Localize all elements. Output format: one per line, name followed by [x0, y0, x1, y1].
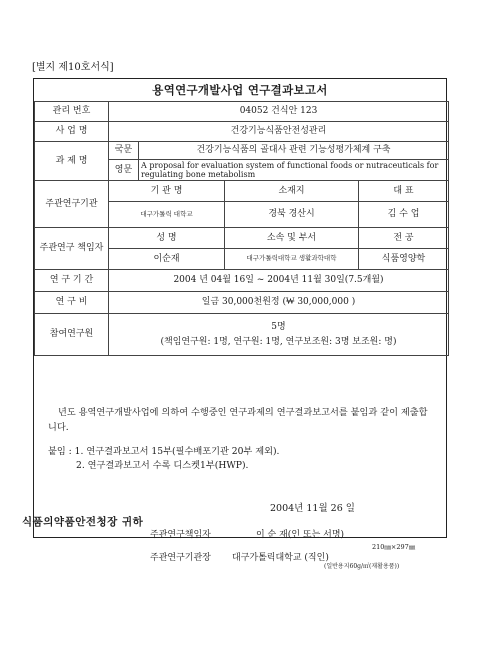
task-en-value: A proposal for evaluation system of functional foods or nutraceuticals for regulating bone metabolism — [139, 160, 449, 181]
head-signature-label: 주관연구기관장 — [150, 553, 211, 563]
attachment-2: 2. 연구결과보고서 수록 디스켓1부(HWP). — [76, 460, 249, 471]
row-project — [35, 122, 449, 142]
org-name: 대구가톨릭 대학교 — [109, 202, 225, 228]
project-label: 사 업 명 — [35, 122, 109, 142]
row-org-head — [35, 181, 449, 202]
pi-major: 식품영양학 — [359, 249, 449, 270]
cost-value: 일금 30,000천원정 (₩ 30,000,000 ) — [109, 292, 449, 314]
info-table — [34, 101, 449, 356]
cost-label: 연 구 비 — [35, 292, 109, 314]
org-head-rep: 대 표 — [359, 181, 449, 202]
task-label: 과 제 명 — [35, 142, 109, 181]
members-label: 참여연구원 — [35, 314, 109, 356]
pi-dept: 대구가톨릭대학교 생활과학대학 — [225, 249, 359, 270]
org-head-addr: 소재지 — [225, 181, 359, 202]
task-kr-value: 건강기능식품의 골대사 관련 기능성평가체계 구축 — [139, 142, 449, 160]
pi-head-dept: 소속 및 부서 — [225, 228, 359, 249]
pi-head-name: 성 명 — [109, 228, 225, 249]
pi-signature-label: 주관연구책임자 — [150, 530, 211, 540]
paper-note: (일반용지60g/㎡(재활용품)) — [324, 563, 400, 570]
row-mgmt-no — [35, 102, 449, 122]
form-title: 용역연구개발사업 연구결과보고서 — [34, 79, 446, 102]
head-signature-value: 대구가톨릭대학교 (직인) — [232, 553, 329, 563]
attachments — [48, 445, 436, 473]
attachment-1: 붙임 : 1. 연구결과보고서 15부(필수배포기관 20부 제외). — [48, 446, 280, 457]
form-label: [별지 제10호서식] — [32, 62, 114, 73]
mgmt-no-value: 04052 건식안 123 — [109, 102, 449, 122]
pi-head-major: 전 공 — [359, 228, 449, 249]
recipient: 식품의약품안전청장 귀하 — [22, 516, 144, 528]
period-value: 2004 년 04월 16일 ~ 2004년 11월 30일(7.5개월) — [109, 270, 449, 292]
members-detail: (책임연구원: 1명, 연구원: 1명, 연구보조원: 3명 보조원: 명) — [160, 336, 397, 347]
org-rep: 김 수 업 — [359, 202, 449, 228]
pi-label: 주관연구 책임자 — [35, 228, 109, 270]
project-value: 건강기능식품안전성관리 — [109, 122, 449, 142]
members-total: 5명 — [271, 322, 286, 333]
lead-org-label: 주관연구기관 — [35, 181, 109, 228]
pi-name: 이순재 — [109, 249, 225, 270]
period-label: 연 구 기 간 — [35, 270, 109, 292]
task-kr-label: 국문 — [109, 142, 139, 160]
org-head-name: 기 관 명 — [109, 181, 225, 202]
row-members — [35, 314, 449, 356]
row-task-kr — [35, 142, 449, 160]
row-period — [35, 270, 449, 292]
mgmt-no-label: 관리 번호 — [35, 102, 109, 122]
members-value — [109, 314, 449, 356]
paper-size: 210㎜×297㎜ — [372, 543, 416, 551]
row-cost — [35, 292, 449, 314]
row-pi-head — [35, 228, 449, 249]
task-en-label: 영문 — [109, 160, 139, 181]
submission-date: 2004년 11월 26 일 — [270, 503, 355, 514]
submission-paragraph: 년도 용역연구개발사업에 의하여 수행중인 연구과제의 연구결과보고서를 붙임과 같이 제출합니다. — [48, 407, 428, 433]
pi-signature-value: 이 순 재(인 또는 서명) — [256, 530, 345, 540]
org-addr: 경북 경산시 — [225, 202, 359, 228]
